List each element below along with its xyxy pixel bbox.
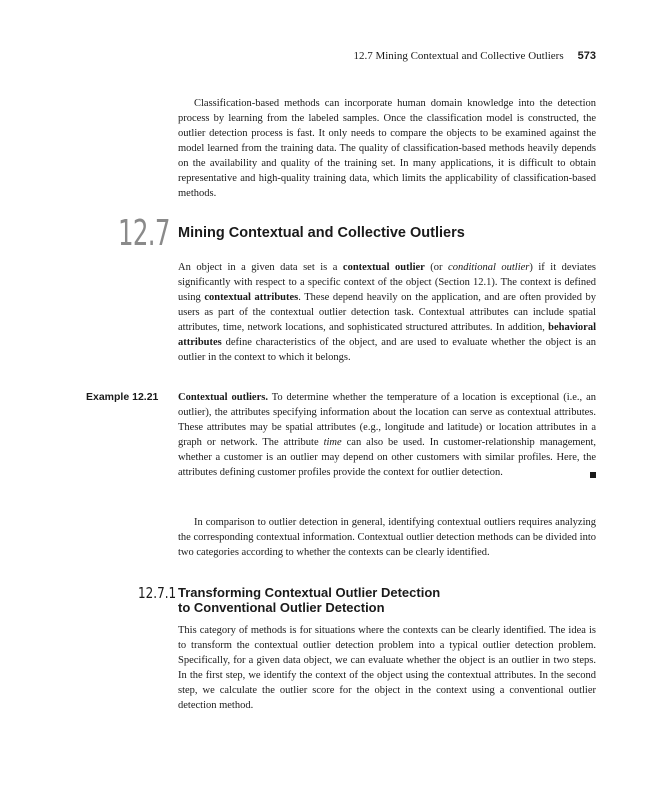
term-conditional-outlier: conditional outlier [448,262,530,273]
paragraph-transforming: This category of methods is for situations where the contexts can be clearly identified. The idea is to transform the contextual outlier detection problem into a typical outlier detection problem. Specifically, for a given data object, we can evaluate whether the object is an outlier in two steps. In the first step, we identify the context of the object using the contextual attributes. In the second step, we calculate the outlier score for the object in the context using a conventional outlier detection method. [178,625,596,711]
example-label: Example 12.21 [86,391,159,403]
paragraph-classification: Classification-based methods can incorporate human domain knowledge into the detection process by learning from the labeled samples. Once the classification model is constructed, the outlier detection process is fast. It only needs to compare the objects to be examined against the model learned from the training data. The quality of classification-based methods heavily depends on the availability and quality of the training set. In many applications, it is difficult to obtain representative and high-quality training data, which limits the applicability of classification-based methods. [178,98,596,199]
running-head [353,50,596,62]
page-number: 573 [577,50,596,62]
term-contextual-outlier: contextual outlier [342,262,425,273]
paragraph-contextual-outlier-definition: An object in a given data set is a contextual outlier (or conditional outlier) if it deviates significantly with respect to a specific context of the object (Section 12.1). The context is defined using contextual attributes. These depend heavily on the application, and are often provided by users as part of the contextual outlier detection task. Contextual attributes can include spatial attributes, time, network locations, and sophisticated structured attributes. In addition, behavioral attributes define characteristics of the object, and are used to evaluate whether the object is an outlier in the context to which it belongs. [178,262,597,363]
section-title: Mining Contextual and Collective Outliers [178,225,465,241]
end-of-example-mark [590,472,596,478]
example-paragraph: Contextual outliers. To determine whether the temperature of a location is exceptional (i.e., an outlier), the attributes specifying information about the location can serve as contextual attributes. These attributes may be spatial attributes (e.g., longitude and latitude) or location attributes in a graph or network. The attribute time can also be used. In customer-relationship management, whether a customer is an outlier may depend on other customers with similar profiles. Here, the attributes defining customer profiles provide the context for outlier detection. [178,392,596,478]
term-contextual-attributes: contextual attributes [204,292,299,303]
subsection-title-line1: Transforming Contextual Outlier Detection [178,585,441,600]
subsection-number: 12.7.1 [138,584,177,602]
example-lead: Contextual outliers. [178,392,268,403]
term-behavioral-attributes: behavioral attributes [178,322,596,348]
running-title: 12.7 Mining Contextual and Collective Outliers [353,50,564,62]
paragraph-comparison: In comparison to outlier detection in general, identifying contextual outliers requires analyzing the corresponding contextual information. Contextual outlier detection methods can be divided into two categories according to whether the contexts can be clearly identified. [178,517,596,558]
subsection-title-line2: to Conventional Outlier Detection [178,600,385,615]
term-time: time [323,437,342,448]
subsection-title [178,585,440,615]
section-number: 12.7 [118,213,170,254]
